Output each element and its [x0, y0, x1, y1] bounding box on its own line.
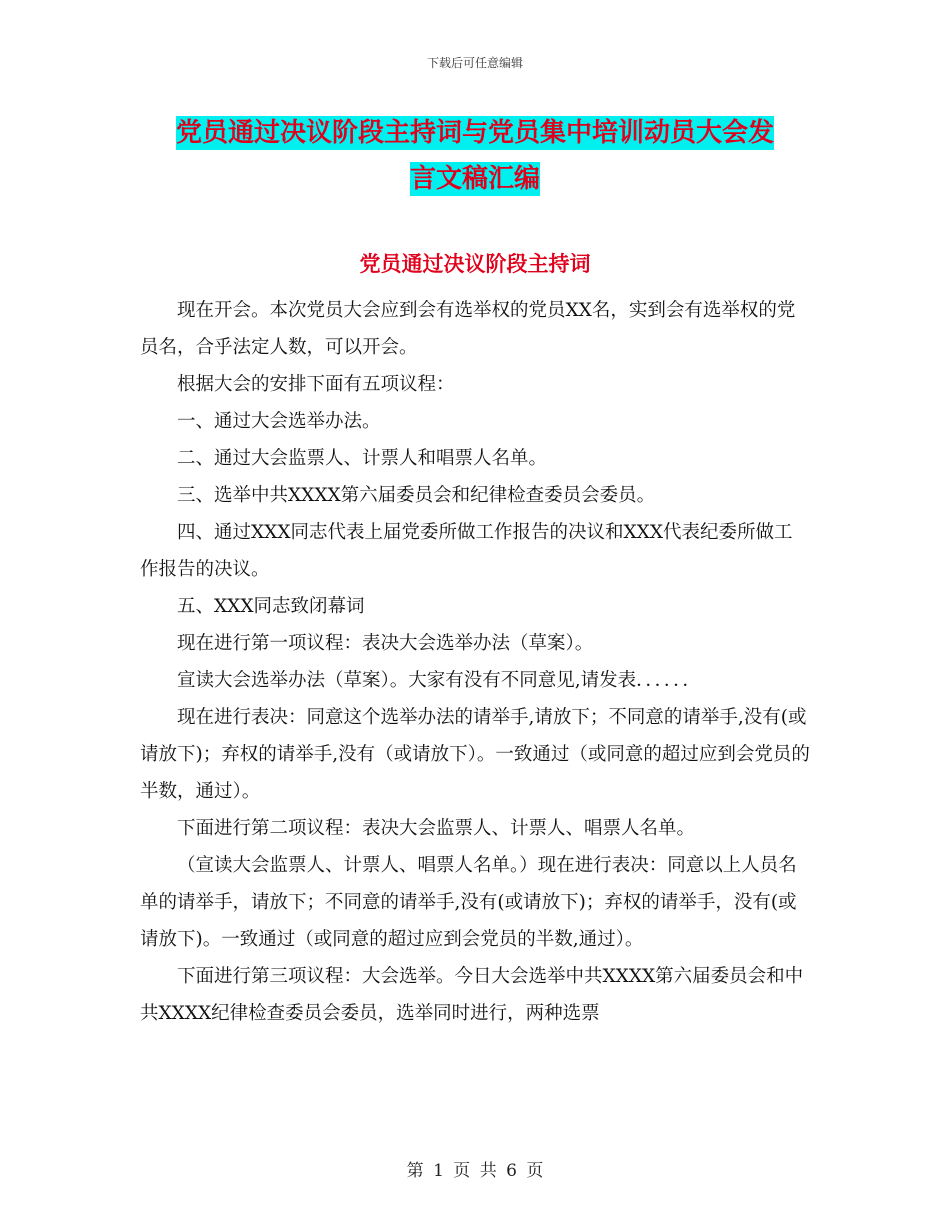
- paragraph: 二、通过大会监票人、计票人和唱票人名单。: [177, 448, 548, 469]
- document-title: [140, 110, 810, 202]
- title-line-1: 党员通过决议阶段主持词与党员集中培训动员大会发: [175, 118, 774, 148]
- paragraph: 三、选举中共XXXX第六届委员会和纪律检查委员会委员。: [177, 485, 656, 506]
- paragraph: 五、XXX同志致闭幕词: [177, 596, 365, 617]
- paragraph: （宣读大会监票人、计票人、唱票人名单。）现在进行表决：同意以上人员名单的请举手，请放下；不同意的请举手,没有(或请放下)；弃权的请举手，没有(或请放下)。一致通过（或同意的超过应到会党员的半数,通过）。: [140, 855, 797, 950]
- paragraph: 现在进行第一项议程：表决大会选举办法（草案）。: [177, 633, 594, 654]
- paragraph: 四、通过XXX同志代表上届党委所做工作报告的决议和XXX代表纪委所做工作报告的决议。: [140, 522, 793, 580]
- paragraph: 现在进行表决：同意这个选举办法的请举手,请放下；不同意的请举手,没有(或请放下)；弃权的请举手,没有（或请放下）。一致通过（或同意的超过应到会党员的半数，通过）。: [140, 707, 810, 802]
- paragraph: 下面进行第三项议程：大会选举。今日大会选举中共XXXX第六届委员会和中共XXXX纪律检查委员会委员，选举同时进行，两种选票: [140, 966, 804, 1024]
- paragraph: 下面进行第二项议程：表决大会监票人、计票人、唱票人名单。: [177, 818, 696, 839]
- title-line-2: 言文稿汇编: [409, 164, 540, 194]
- paragraph: 宣读大会选举办法（草案）。大家有没有不同意见,请发表．．．．．．: [177, 670, 701, 691]
- page-number: 第 1 页 共 6 页: [406, 1161, 544, 1181]
- section-title: 党员通过决议阶段主持词: [359, 252, 591, 276]
- paragraph: 一、通过大会选举办法。: [177, 411, 381, 432]
- paragraph: 根据大会的安排下面有五项议程：: [177, 374, 455, 395]
- page-header: 下载后可任意编辑: [426, 56, 523, 70]
- document-body: [140, 292, 810, 1032]
- paragraph: 现在开会。本次党员大会应到会有选举权的党员XX名，实到会有选举权的党员名，合乎法定人数，可以开会。: [140, 300, 796, 358]
